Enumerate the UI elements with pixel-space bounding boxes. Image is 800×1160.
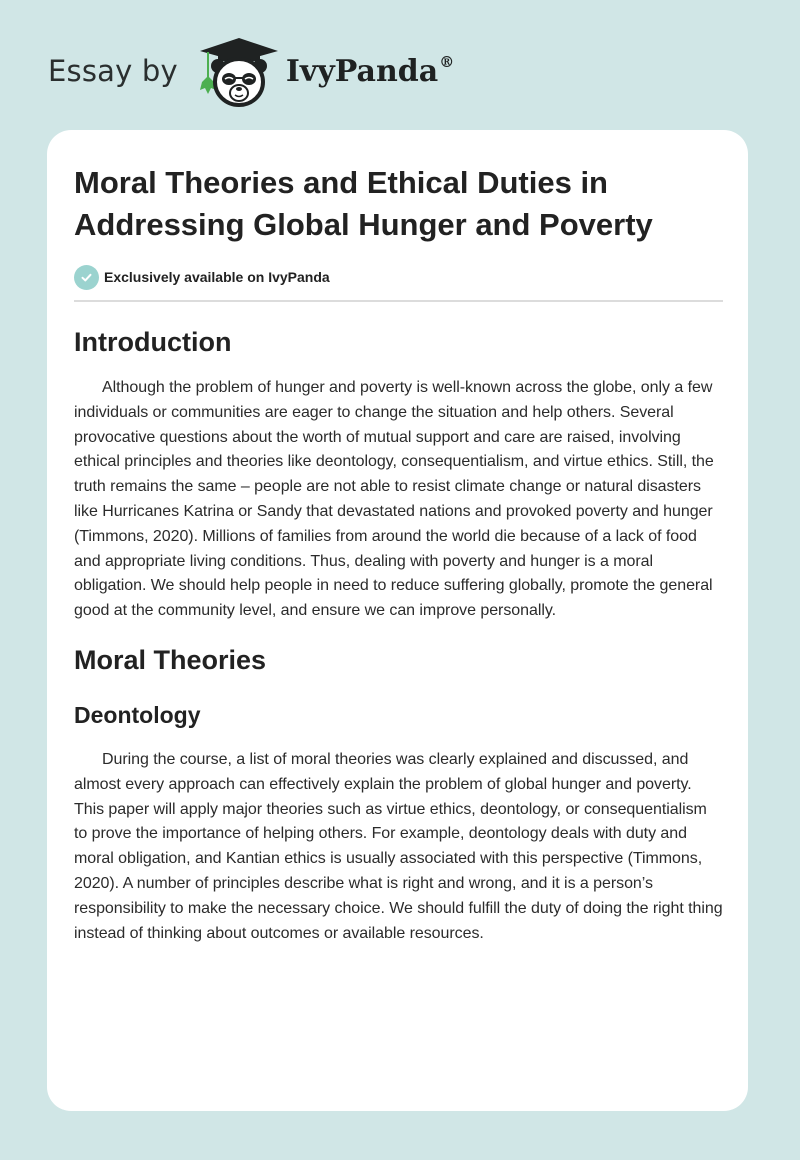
site-header-brand[interactable] bbox=[48, 34, 454, 108]
registered-mark: ® bbox=[439, 53, 455, 71]
title-divider bbox=[74, 300, 723, 302]
article-content bbox=[74, 162, 723, 946]
panda-logo-icon bbox=[196, 34, 282, 108]
article-title: Moral Theories and Ethical Duties in Addressing Global Hunger and Poverty bbox=[74, 165, 653, 242]
article-card bbox=[47, 130, 748, 1111]
introduction-paragraph: Although the problem of hunger and poverty is well-known across the globe, only a few individuals or communities are eager to change the situation and help others. Several provocative questions about the worth of mutual support and care are raised, involving ethical principles and theories like deontology, consequentialism, and virtue ethics. Still, the truth remains the same – people are not able to resist climate change or natural disasters like Hurricanes Katrina or Sandy that devastated nations and provoked poverty and hunger (Timmons, 2020). Millions of families from around the world die because of a lack of food and appropriate living conditions. Thus, dealing with poverty and hunger is a moral obligation. We should help people in need to reduce suffering globally, promote the general good at the community level, and ensure we can improve personally. bbox=[74, 379, 714, 620]
exclusive-label: Exclusively available on IvyPanda bbox=[104, 269, 330, 285]
brand-name: IvyPanda® bbox=[285, 53, 455, 89]
section-heading-moral-theories: Moral Theories bbox=[74, 644, 267, 675]
exclusive-badge bbox=[74, 264, 723, 290]
deontology-paragraph: During the course, a list of moral theories was clearly explained and discussed, and almost every approach can effectively explain the problem of global hunger and poverty. This paper will apply major theories such as virtue ethics, deontology, or consequentialism to prove the importance of helping others. For example, deontology deals with duty and moral obligation, and Kantian ethics is usually associated with this perspective (Timmons, 2020). A number of principles describe what is right and wrong, and it is a person’s responsibility to make the necessary choice. We should fulfill the duty of doing the right thing instead of thinking about outcomes or available resources. bbox=[74, 750, 723, 942]
section-heading-introduction: Introduction bbox=[74, 327, 232, 357]
subsection-heading-deontology: Deontology bbox=[74, 701, 201, 728]
brand-prefix: Essay by bbox=[48, 54, 178, 88]
check-circle-icon bbox=[74, 265, 99, 290]
